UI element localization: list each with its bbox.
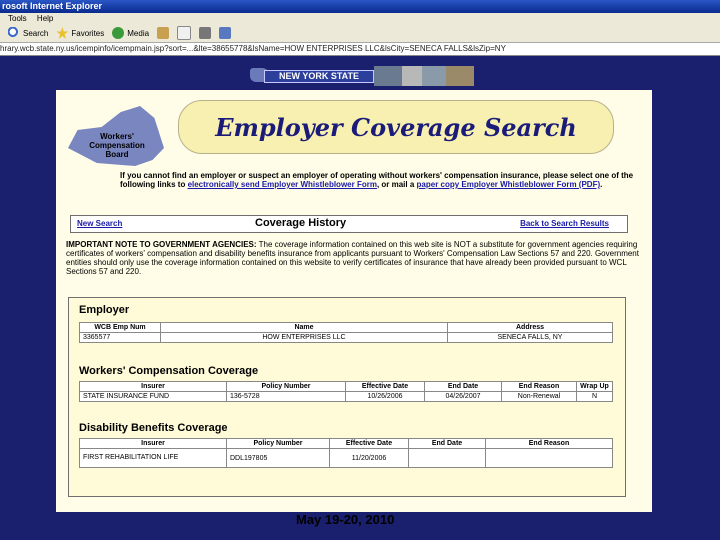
logo-text (82, 132, 152, 159)
coverage-results (68, 297, 626, 497)
print-icon (199, 27, 211, 39)
table-row (80, 392, 613, 402)
column-header: Name (161, 323, 448, 333)
wcb-logo[interactable] (60, 96, 170, 174)
table-cell: N (577, 392, 613, 402)
search-button[interactable] (8, 27, 48, 39)
history-button[interactable] (157, 27, 169, 39)
column-header: Insurer (80, 382, 227, 392)
table-cell: STATE INSURANCE FUND (80, 392, 227, 402)
favorites-button[interactable] (56, 27, 104, 39)
nys-banner[interactable] (250, 64, 475, 88)
table-header (80, 439, 613, 449)
new-search-link[interactable]: New Search (77, 219, 123, 228)
notice-text: . (600, 180, 603, 189)
db-coverage-table (79, 438, 613, 468)
column-header: End Date (425, 382, 502, 392)
table-cell: DDL197805 (227, 449, 330, 468)
slide-date: May 19-20, 2010 (296, 512, 395, 527)
table-cell: 10/26/2006 (346, 392, 425, 402)
column-header: Policy Number (227, 439, 330, 449)
table-cell: Non-Renewal (502, 392, 577, 402)
mail-button[interactable] (177, 26, 191, 40)
star-icon (56, 27, 68, 39)
table-row (80, 333, 613, 343)
table-cell: SENECA FALLS, NY (448, 333, 613, 343)
edit-button[interactable] (219, 27, 231, 39)
favorites-label: Favorites (71, 28, 105, 38)
government-note-label: IMPORTANT NOTE TO GOVERNMENT AGENCIES: (66, 240, 257, 249)
employer-heading: Employer (79, 304, 130, 316)
column-header: Effective Date (346, 382, 425, 392)
search-icon (8, 27, 20, 39)
wc-coverage-heading: Workers' Compensation Coverage (79, 365, 259, 377)
column-header: Wrap Up (577, 382, 613, 392)
column-header: Effective Date (330, 439, 409, 449)
column-header: End Reason (486, 439, 613, 449)
banner-photo (446, 66, 474, 86)
print-button[interactable] (199, 27, 211, 39)
whistleblower-notice (120, 171, 640, 189)
column-header: End Date (409, 439, 486, 449)
wc-coverage-table (79, 381, 613, 402)
address-value: hrary.wcb.state.ny.us/icempinfo/icempmain.jsp?sort=...&lte=38655778&lsName=HOW ENTERPRISES LLC&lsCity=SENECA FALLS&lsZip=NY (0, 44, 506, 53)
logo-line: Compensation (89, 141, 145, 150)
back-to-results-link[interactable]: Back to Search Results (520, 219, 609, 228)
whistleblower-form-link[interactable]: electronically send Employer Whistleblower Form (187, 180, 377, 189)
notice-text: , or mail a (376, 180, 417, 189)
edit-icon (219, 27, 231, 39)
column-header: Insurer (80, 439, 227, 449)
table-cell: 3365577 (80, 333, 161, 343)
menu-bar (0, 13, 720, 24)
address-field[interactable] (0, 43, 720, 56)
browser-toolbar (0, 24, 720, 43)
window-title: rosoft Internet Explorer (2, 1, 103, 11)
nys-banner-label: NEW YORK STATE (264, 70, 374, 83)
table-cell (409, 449, 486, 468)
logo-line: Workers' (100, 132, 134, 141)
column-header: End Reason (502, 382, 577, 392)
table-header (80, 382, 613, 392)
column-header: Address (448, 323, 613, 333)
media-label: Media (127, 28, 150, 38)
mail-icon (177, 26, 191, 40)
history-icon (157, 27, 169, 39)
media-button[interactable] (112, 27, 149, 39)
table-cell: 11/20/2006 (330, 449, 409, 468)
column-header: Policy Number (227, 382, 346, 392)
government-note-text: The coverage information contained on this web site is NOT a substitute for government agencies requiring certificates of workers' compensation and disability benefits insurance from applicants pursuant to Workers' Compensation Law Sections 57 and 220. Government entities should only use the coverage information contained on this website to verify certificates of insurance that have already been provided pursuant to WCL Sections 57 and 220. (66, 240, 639, 276)
logo-line: Board (105, 150, 129, 159)
government-note (66, 240, 642, 276)
media-icon (112, 27, 124, 39)
table-header (80, 323, 613, 333)
column-header: WCB Emp Num (80, 323, 161, 333)
menu-tools[interactable]: Tools (8, 14, 27, 23)
table-cell: 136-5728 (227, 392, 346, 402)
table-cell (486, 449, 613, 468)
db-coverage-heading: Disability Benefits Coverage (79, 422, 228, 434)
table-cell: HOW ENTERPRISES LLC (161, 333, 448, 343)
coverage-nav-bar (70, 215, 628, 233)
page-content (56, 90, 652, 512)
page-title: Employer Coverage Search (178, 100, 614, 154)
banner-photo (422, 66, 446, 86)
notice-text: If you cannot find an employer or suspect an employer of operating without workers' compensation insurance, please select one of the following links to (120, 171, 634, 189)
section-title: Coverage History (255, 217, 347, 229)
whistleblower-pdf-link[interactable]: paper copy Employer Whistleblower Form (PDF) (416, 180, 601, 189)
employer-table (79, 322, 613, 343)
banner-photo (374, 66, 402, 86)
table-row (80, 449, 613, 468)
search-label: Search (23, 28, 49, 38)
table-cell: 04/26/2007 (425, 392, 502, 402)
window-title-bar (0, 0, 720, 13)
menu-help[interactable]: Help (36, 14, 54, 23)
banner-photo (402, 66, 422, 86)
table-cell: FIRST REHABILITATION LIFE (80, 449, 227, 468)
